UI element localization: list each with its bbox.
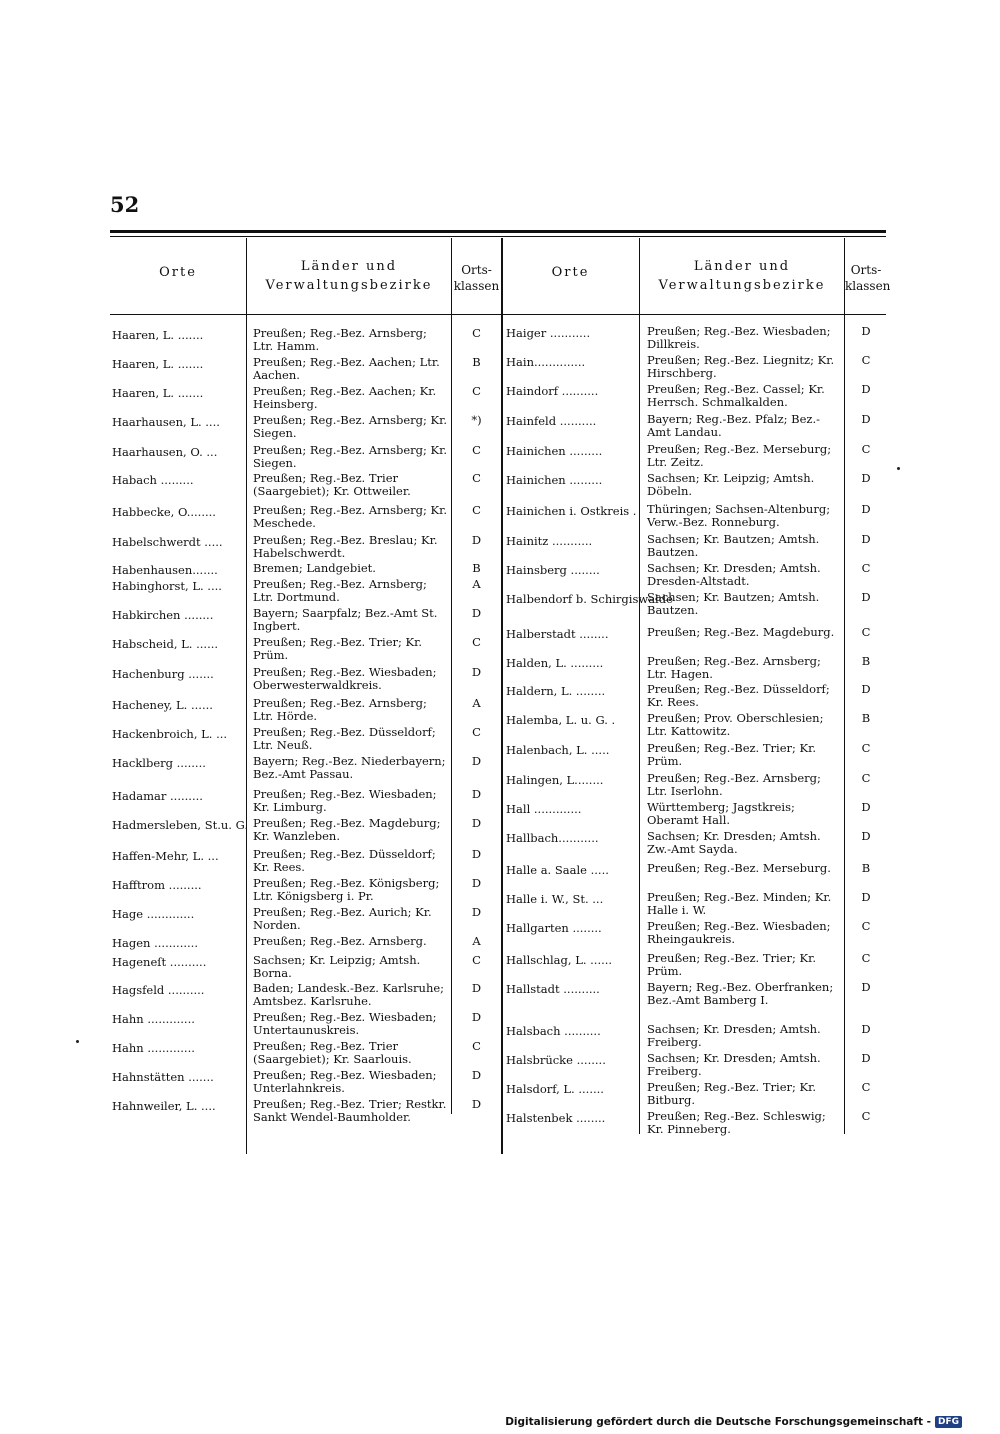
entry-admin-district: Preußen; Reg.-Bez. Wiesbaden; Rheingaukreis. [647,919,831,946]
entry-ortsklasse: D [861,980,871,994]
entry-place: Hacklberg ........ [112,756,206,770]
entry-place: Haaren, L. ....... [112,386,204,400]
page-number: 52 [110,192,140,217]
entry-ortsklasse: D [861,829,871,843]
entry-admin-district: Preußen; Reg.-Bez. Breslau; Kr. Habelschwerdt. [253,533,438,560]
entry-place: Hallbach........... [506,831,599,845]
entry-ortsklasse: D [861,532,871,546]
entry-ortsklasse: D [861,590,871,604]
entry-ortsklasse: *) [471,413,482,427]
footer-text: Digitalisierung gefördert durch die Deutsche Forschungsgemeinschaft - [505,1416,931,1428]
entry-admin-district: Preußen; Prov. Oberschlesien; Ltr. Kattowitz. [647,711,824,738]
header-orte-left: Orte [159,265,197,280]
entry-admin-district: Sachsen; Kr. Leipzig; Amtsh. Döbeln. [647,471,815,498]
entry-place: Halden, L. ......... [506,656,604,670]
top-rule-thin [110,236,886,237]
column-divider [246,238,247,1154]
entry-place: Habscheid, L. ...... [112,637,219,651]
header-klassen-left-line2: klassen [453,279,500,293]
entry-admin-district: Sachsen; Kr. Dresden; Amtsh. Freiberg. [647,1022,821,1049]
entry-place: Haiger ........... [506,326,591,340]
header-laender-right-line2: Verwaltungsbezirke [658,278,826,293]
entry-place: Halsbrücke ........ [506,1053,606,1067]
entry-place: Haaren, L. ....... [112,357,204,371]
entry-place: Hain.............. [506,355,586,369]
entry-ortsklasse: C [472,1039,481,1053]
entry-ortsklasse: C [861,919,871,933]
entry-place: Hahn ............. [112,1012,195,1026]
entry-ortsklasse: D [471,905,482,919]
entry-ortsklasse: B [861,861,871,875]
entry-admin-district: Preußen; Reg.-Bez. Trier (Saargebiet); Kr. Ottweiler. [253,471,411,498]
entry-place: Hainichen ......... [506,473,603,487]
entry-ortsklasse: D [471,533,482,547]
entry-place: Halle i. W., St. ... [506,892,604,906]
entry-ortsklasse: D [471,816,482,830]
scan-speck [897,467,900,470]
entry-ortsklasse: D [471,1068,482,1082]
scan-speck [76,1040,79,1043]
entry-ortsklasse: D [471,847,482,861]
entry-place: Halstenbek ........ [506,1111,606,1125]
entry-ortsklasse: D [861,800,871,814]
entry-admin-district: Preußen; Reg.-Bez. Düsseldorf; Ltr. Neuß. [253,725,436,752]
entry-place: Haaren, L. ....... [112,328,204,342]
entry-admin-district: Preußen; Reg.-Bez. Minden; Kr. Halle i. W. [647,890,832,917]
entry-place: Halberstadt ........ [506,627,609,641]
entry-admin-district: Preußen; Reg.-Bez. Trier; Kr. Bitburg. [647,1080,817,1107]
entry-admin-district: Preußen; Reg.-Bez. Aachen; Kr. Heinsberg. [253,384,437,411]
entry-ortsklasse: C [861,1109,871,1123]
entry-admin-district: Bayern; Reg.-Bez. Niederbayern; Bez.-Amt Passau. [253,754,446,781]
header-laender-left-line1: Länder und [300,259,398,274]
entry-ortsklasse: D [471,876,482,890]
entry-ortsklasse: C [861,771,871,785]
entry-place: Hainichen ......... [506,444,603,458]
entry-admin-district: Sachsen; Kr. Dresden; Amtsh. Zw.-Amt Sayda. [647,829,821,856]
entry-admin-district: Preußen; Reg.-Bez. Arnsberg; Kr. Siegen. [253,413,448,440]
entry-place: Habkirchen ........ [112,608,214,622]
entry-place: Hallschlag, L. ...... [506,953,613,967]
entry-place: Hagen ............ [112,936,198,950]
entry-ortsklasse: D [861,502,871,516]
column-divider [639,238,640,1134]
entry-ortsklasse: C [472,443,481,457]
entry-place: Hahn ............. [112,1041,195,1055]
entry-admin-district: Preußen; Reg.-Bez. Arnsberg; Ltr. Hörde. [253,696,427,723]
entry-ortsklasse: D [861,682,871,696]
entry-admin-district: Preußen; Reg.-Bez. Wiesbaden; Oberwesterwaldkreis. [253,665,437,692]
entry-ortsklasse: B [472,355,481,369]
entry-place: Halsdorf, L. ....... [506,1082,604,1096]
entry-place: Habbecke, O........ [112,505,216,519]
entry-admin-district: Sachsen; Kr. Dresden; Amtsh. Freiberg. [647,1051,821,1078]
entry-place: Hachenburg ....... [112,667,214,681]
entry-ortsklasse: D [471,1010,482,1024]
header-klassen-left-line1: Orts- [461,263,492,277]
entry-ortsklasse: C [472,635,481,649]
column-divider-center [501,238,503,1154]
entry-place: Halingen, L........ [506,773,604,787]
entry-admin-district: Preußen; Reg.-Bez. Arnsberg; Kr. Meschede. [253,503,448,530]
top-rule [110,230,886,233]
entry-place: Haldern, L. ........ [506,684,606,698]
entry-place: Haffen-Mehr, L. ... [112,849,219,863]
entry-admin-district: Preußen; Reg.-Bez. Wiesbaden; Dillkreis. [647,324,831,351]
entry-ortsklasse: C [861,353,871,367]
entry-place: Hallstadt .......... [506,982,600,996]
entry-admin-district: Preußen; Reg.-Bez. Trier; Kr. Prüm. [253,635,423,662]
column-divider [451,238,452,1114]
entry-place: Haarhausen, O. ... [112,445,218,459]
entry-ortsklasse: A [472,577,481,591]
entry-admin-district: Preußen; Reg.-Bez. Düsseldorf; Kr. Rees. [253,847,436,874]
entry-ortsklasse: C [861,741,871,755]
entry-place: Hainichen i. Ostkreis . [506,504,637,518]
entry-admin-district: Württemberg; Jagstkreis; Oberamt Hall. [647,800,795,827]
entry-place: Habenhausen....... [112,563,218,577]
entry-ortsklasse: C [472,384,481,398]
entry-ortsklasse: D [861,382,871,396]
entry-place: Haarhausen, L. .... [112,415,220,429]
entry-ortsklasse: A [472,696,481,710]
entry-admin-district: Preußen; Reg.-Bez. Magdeburg. [647,625,835,639]
entry-admin-district: Bremen; Landgebiet. [253,561,376,575]
entry-place: Hage ............. [112,907,195,921]
entry-admin-district: Preußen; Reg.-Bez. Wiesbaden; Untertaunuskreis. [253,1010,437,1037]
entry-admin-district: Preußen; Reg.-Bez. Trier; Restkr. Sankt Wendel-Baumholder. [253,1097,447,1124]
entry-admin-district: Preußen; Reg.-Bez. Trier; Kr. Prüm. [647,741,817,768]
entry-admin-district: Preußen; Reg.-Bez. Arnsberg. [253,934,427,948]
entry-admin-district: Sachsen; Kr. Leipzig; Amtsh. Borna. [253,953,421,980]
entry-ortsklasse: D [471,1097,482,1111]
entry-ortsklasse: D [471,754,482,768]
entry-admin-district: Preußen; Reg.-Bez. Merseburg; Ltr. Zeitz. [647,442,832,469]
entry-admin-district: Thüringen; Sachsen-Altenburg; Verw.-Bez. Ronneburg. [647,502,831,529]
entry-ortsklasse: C [472,725,481,739]
entry-ortsklasse: C [861,951,871,965]
entry-ortsklasse: D [471,981,482,995]
entry-ortsklasse: B [861,654,871,668]
entry-ortsklasse: C [472,326,481,340]
header-laender-left-line2: Verwaltungsbezirke [265,278,433,293]
entry-place: Hageneſt .......... [112,955,207,969]
entry-place: Hall ............. [506,802,582,816]
entry-admin-district: Preußen; Reg.-Bez. Arnsberg; Ltr. Hagen. [647,654,821,681]
header-laender-right-line1: Länder und [693,259,791,274]
entry-place: Habelschwerdt ..... [112,535,223,549]
entry-ortsklasse: D [861,412,871,426]
entry-place: Hafftrom ......... [112,878,202,892]
entry-place: Hadmersleben, St.u. G. [112,818,249,832]
entry-admin-district: Sachsen; Kr. Dresden; Amtsh. Dresden-Altstadt. [647,561,821,588]
entry-ortsklasse: D [861,1022,871,1036]
footer [505,1416,962,1428]
entry-ortsklasse: C [861,1080,871,1094]
entry-place: Halbendorf b. Schirgiswalde [506,592,673,606]
entry-place: Halemba, L. u. G. . [506,713,616,727]
entry-place: Halle a. Saale ..... [506,863,609,877]
entry-place: Hadamar ......... [112,789,203,803]
entry-admin-district: Preußen; Reg.-Bez. Liegnitz; Kr. Hirschberg. [647,353,835,380]
header-rule [110,314,886,315]
entry-ortsklasse: D [471,787,482,801]
entry-admin-district: Preußen; Reg.-Bez. Aachen; Ltr. Aachen. [253,355,440,382]
entry-admin-district: Preußen; Reg.-Bez. Arnsberg; Ltr. Hamm. [253,326,427,353]
entry-ortsklasse: C [861,625,871,639]
header-orte-right: Orte [551,265,590,280]
entry-ortsklasse: D [471,665,482,679]
entry-place: Hahnstätten ....... [112,1070,214,1084]
entry-admin-district: Bayern; Reg.-Bez. Pfalz; Bez.-Amt Landau. [647,412,821,439]
entry-place: Haindorf .......... [506,384,599,398]
entry-admin-district: Preußen; Reg.-Bez. Wiesbaden; Unterlahnkreis. [253,1068,437,1095]
entry-admin-district: Preußen; Reg.-Bez. Düsseldorf; Kr. Rees. [647,682,830,709]
entry-ortsklasse: D [861,1051,871,1065]
entry-place: Habinghorst, L. .... [112,579,222,593]
entry-admin-district: Preußen; Reg.-Bez. Wiesbaden; Kr. Limburg. [253,787,437,814]
entry-ortsklasse: C [472,503,481,517]
entry-admin-district: Baden; Landesk.-Bez. Karlsruhe; Amtsbez. Karlsruhe. [253,981,445,1008]
entry-ortsklasse: D [471,606,482,620]
entry-admin-district: Preußen; Reg.-Bez. Merseburg. [647,861,831,875]
entry-admin-district: Preußen; Reg.-Bez. Königsberg; Ltr. Königsberg i. Pr. [253,876,440,903]
entry-admin-district: Bayern; Reg.-Bez. Oberfranken; Bez.-Amt Bamberg I. [647,980,834,1007]
entry-ortsklasse: B [861,711,871,725]
entry-admin-district: Sachsen; Kr. Bautzen; Amtsh. Bautzen. [647,590,820,617]
entry-place: Hacheney, L. ...... [112,698,213,712]
entry-ortsklasse: B [472,561,481,575]
entry-admin-district: Preußen; Reg.-Bez. Arnsberg; Ltr. Iserlohn. [647,771,821,798]
entry-place: Halsbach .......... [506,1024,601,1038]
entry-admin-district: Sachsen; Kr. Bautzen; Amtsh. Bautzen. [647,532,820,559]
entry-ortsklasse: D [861,471,871,485]
entry-admin-district: Preußen; Reg.-Bez. Trier; Kr. Prüm. [647,951,817,978]
entry-ortsklasse: C [472,471,481,485]
entry-admin-district: Preußen; Reg.-Bez. Magdeburg; Kr. Wanzleben. [253,816,441,843]
entry-admin-district: Preußen; Reg.-Bez. Aurich; Kr. Norden. [253,905,432,932]
dfg-logo: DFG [935,1416,962,1428]
entry-ortsklasse: C [472,953,481,967]
header-klassen-right-line1: Orts- [850,263,882,277]
entry-place: Hahnweiler, L. .... [112,1099,216,1113]
entry-admin-district: Bayern; Saarpfalz; Bez.-Amt St. Ingbert. [253,606,438,633]
entry-admin-district: Preußen; Reg.-Bez. Trier (Saargebiet); Kr. Saarlouis. [253,1039,412,1066]
entry-place: Hagsfeld .......... [112,983,205,997]
entry-admin-district: Preußen; Reg.-Bez. Cassel; Kr. Herrsch. Schmalkalden. [647,382,825,409]
entry-place: Hainitz ........... [506,534,593,548]
entry-place: Habach ......... [112,473,194,487]
entry-place: Hallgarten ........ [506,921,602,935]
entry-place: Halenbach, L. ..... [506,743,610,757]
entry-place: Hackenbroich, L. ... [112,727,228,741]
entry-admin-district: Preußen; Reg.-Bez. Arnsberg; Ltr. Dortmund. [253,577,427,604]
entry-ortsklasse: D [861,890,871,904]
entry-admin-district: Preußen; Reg.-Bez. Arnsberg; Kr. Siegen. [253,443,448,470]
column-divider [844,238,845,1134]
entry-place: Hainsberg ........ [506,563,600,577]
header-klassen-right-line2: klassen [845,279,891,293]
entry-ortsklasse: A [472,934,481,948]
entry-ortsklasse: C [861,561,871,575]
entry-place: Hainfeld .......... [506,414,597,428]
entry-ortsklasse: D [861,324,871,338]
entry-admin-district: Preußen; Reg.-Bez. Schleswig; Kr. Pinneberg. [647,1109,826,1136]
entry-ortsklasse: C [861,442,871,456]
